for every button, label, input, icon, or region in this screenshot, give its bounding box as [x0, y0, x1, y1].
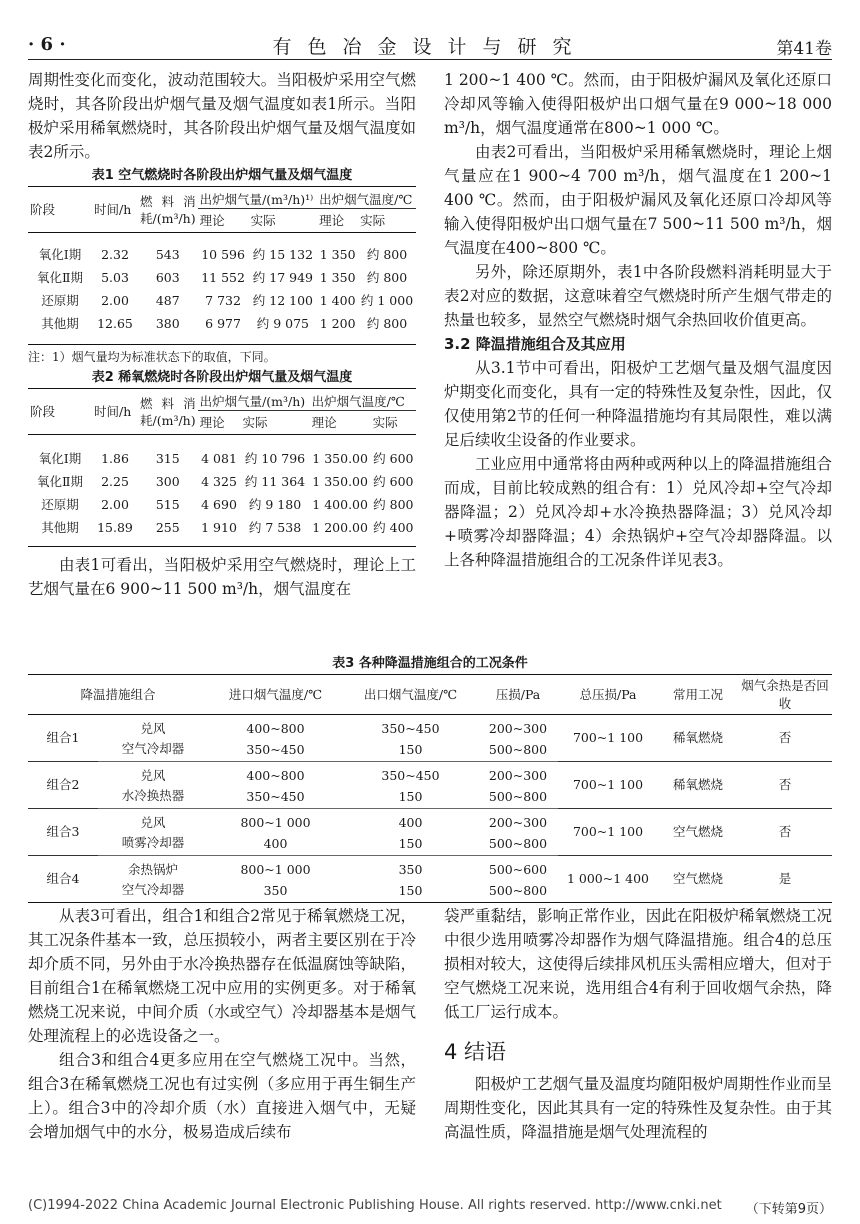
table-cell: 380	[155, 315, 180, 331]
table-cell: 500~800	[488, 883, 548, 898]
table-cell: 约 800	[366, 315, 408, 331]
table-cell: 11 552	[201, 269, 245, 285]
table-cell: 700~1 100	[558, 715, 658, 762]
table1-header-actual: 实际	[250, 213, 276, 228]
table2-header-time: 时间/h	[94, 404, 132, 419]
table2-header-temp: 出炉烟气温度/℃	[310, 389, 416, 411]
paragraph: 从表3可看出，组合1和组合2常见于稀氧燃烧工况，其工况条件基本一致，总压损较小，两者主要区别在于冷却介质不同，另外由于水冷换热器存在低温腐蚀等缺陷，目前组合1在稀氧燃烧工况中应用的实例更多。对于稀氧燃烧工况来说，中间介质（水或空气）冷却器基本是烟气处理流程上的必选设备之一。	[28, 907, 416, 1045]
table-cell	[28, 539, 416, 547]
table-cell: 约 600	[373, 473, 414, 489]
table3-header: 常用工况	[672, 686, 723, 702]
table-cell: 氧化Ⅱ期	[37, 269, 83, 285]
paragraph: 由表1可看出，当阳极炉采用空气燃烧时，理论上工艺烟气量在6 900~11 500 m³/h，烟气温度在	[28, 556, 416, 598]
table-cell: 515	[155, 496, 180, 512]
table-cell	[28, 233, 416, 243]
table-cell: 空气燃烧	[658, 809, 738, 856]
page-footer	[28, 1198, 832, 1217]
table-cell: 约 800	[373, 496, 414, 512]
paragraph: 工业应用中通常将由两种或两种以上的降温措施组合而成，目前比较成熟的组合有：1）兑风冷却+空气冷却器降温；2）兑风冷却+水冷换热器降温；3）兑风冷却+喷雾冷却器降温；4）余热锅炉+空气冷却器降温。以上各种降温措施组合的工况条件详见表3。	[444, 455, 832, 569]
table2	[28, 388, 416, 547]
table-cell: 500~800	[478, 739, 558, 762]
table-cell: 喷雾冷却器	[98, 833, 208, 856]
table-cell: 150	[343, 833, 478, 856]
table3-header: 烟气余热是否回收	[741, 677, 829, 711]
table-row	[28, 516, 416, 539]
paragraph: 1 200~1 400 ℃。然而，由于阳极炉漏风及氧化还原口冷却风等输入使得阳极炉出口烟气量在9 000~18 000 m³/h，烟气温度通常在800~1 000 ℃。	[444, 71, 832, 137]
table3-header: 降温措施组合	[80, 686, 156, 702]
table3-block	[28, 654, 832, 903]
section-4-title: 4 结语	[444, 1040, 507, 1064]
table-cell: 350~450	[208, 786, 343, 809]
table1-header-time: 时间/h	[94, 202, 132, 217]
table-cell: 1 350	[319, 269, 356, 285]
table-cell: 315	[155, 450, 180, 466]
table2-header-fuel: 燃料消耗/(m³/h)	[140, 395, 196, 428]
table2-header-actual: 实际	[242, 415, 268, 430]
table-row	[28, 762, 832, 787]
table-cell: 组合1	[28, 715, 98, 762]
table-cell: 603	[155, 269, 180, 285]
table-cell: 否	[738, 762, 832, 809]
table-cell: 1 200.00	[312, 519, 368, 535]
table-cell: 余热锅炉	[127, 862, 178, 877]
table-cell: 约 11 364	[244, 473, 306, 489]
table-cell	[28, 435, 416, 447]
table-cell: 约 12 100	[252, 292, 313, 308]
section-3-2-title: 3.2 降温措施组合及其应用	[444, 335, 626, 353]
table2-header-gas: 出炉烟气量/(m³/h)	[198, 389, 310, 411]
table-row	[28, 289, 416, 312]
table-cell: 400	[398, 815, 423, 830]
table-cell: 稀氧燃烧	[658, 762, 738, 809]
table1-header-theory: 理论	[199, 213, 225, 228]
table-cell: 氧化Ⅰ期	[38, 450, 82, 466]
table-cell: 150	[398, 883, 423, 898]
table-cell: 350~450	[208, 739, 343, 762]
table-cell: 还原期	[41, 292, 79, 308]
table-cell: 1 350	[319, 246, 356, 262]
table1-caption: 表1 空气燃烧时各阶段出炉烟气量及烟气温度	[91, 168, 353, 183]
table-cell: 约 15 132	[252, 246, 313, 262]
table-cell: 是	[738, 856, 832, 903]
paragraph: 从3.1节中可看出，阳极炉工艺烟气量及烟气温度因炉期变化而变化，具有一定的特殊性及复杂性，因此，仅仅使用第2节的任何一种降温措施均有其局限性，难以满足后续收尘设备的作业要求。	[444, 359, 832, 449]
table-cell: 兑风	[140, 768, 166, 783]
table-cell: 350~450	[381, 721, 440, 736]
table1-header-gas: 出炉烟气量/(m³/h)¹⁾	[198, 187, 318, 209]
table-cell: 水冷换热器	[98, 786, 208, 809]
table2-header-actual: 实际	[372, 415, 398, 430]
table-cell: 6 977	[205, 315, 241, 331]
table-row	[28, 243, 416, 266]
table-row	[28, 715, 832, 740]
table-cell: 1 400.00	[312, 496, 368, 512]
table1-header-stage: 阶段	[30, 202, 56, 217]
table-cell: 1 200	[319, 315, 356, 331]
left-column-bottom	[28, 904, 416, 1144]
table3-header: 进口烟气温度/℃	[228, 686, 323, 702]
table-cell: 组合2	[28, 762, 98, 809]
table-cell: 10 596	[201, 246, 245, 262]
table-row	[28, 266, 416, 289]
table-cell: 兑风	[140, 815, 166, 830]
table-cell: 氧化Ⅱ期	[37, 473, 83, 489]
table-cell: 487	[155, 292, 180, 308]
table-cell: 1 350.00	[312, 473, 368, 489]
table2-header-theory: 理论	[311, 415, 337, 430]
table-cell: 500~800	[478, 833, 558, 856]
table-cell: 800~1 000	[240, 862, 311, 877]
table-cell: 4 081	[201, 450, 237, 466]
table2-caption: 表2 稀氧燃烧时各阶段出炉烟气量及烟气温度	[91, 370, 353, 385]
table3-header: 压损/Pa	[495, 686, 541, 702]
table-row	[28, 809, 832, 834]
table1-note: 注：1）烟气量均为标准状态下的取值，下同。	[28, 350, 276, 364]
table-cell: 12.65	[97, 315, 133, 331]
table-cell: 约 7 538	[248, 519, 302, 535]
table-cell: 1 000~1 400	[558, 856, 658, 903]
table-cell: 1 400	[319, 292, 356, 308]
table-cell: 1.86	[101, 450, 129, 466]
table-cell	[28, 335, 416, 345]
table-cell: 4 325	[201, 473, 237, 489]
table-cell: 2.32	[101, 246, 129, 262]
table-row	[28, 470, 416, 493]
table-row	[28, 493, 416, 516]
table-cell: 500~800	[478, 786, 558, 809]
paragraph: 由表2可看出，当阳极炉采用稀氧燃烧时，理论上烟气量应在1 900~4 700 m³/h，烟气温度在1 200~1 400 ℃。然而，由于阳极炉漏风及氧化还原口冷却风等输入使得阳极炉出口烟气量在7 500~11 500 m³/h，烟气温度在400~800 ℃。	[444, 143, 832, 257]
table2-header-stage: 阶段	[30, 404, 56, 419]
table1-header-theory: 理论	[319, 213, 345, 228]
table-cell: 约 10 796	[244, 450, 306, 466]
left-column-top	[28, 68, 416, 601]
table-cell: 400~800	[246, 721, 305, 736]
table-cell: 700~1 100	[558, 762, 658, 809]
table-cell: 还原期	[41, 496, 79, 512]
table-row	[28, 312, 416, 335]
table-cell: 5.03	[101, 269, 129, 285]
table-cell: 其他期	[41, 315, 79, 331]
table-cell: 兑风	[140, 721, 166, 736]
table-cell: 约 800	[366, 269, 408, 285]
table-cell: 约 17 949	[252, 269, 313, 285]
table1-header-fuel: 燃料消耗/(m³/h)	[140, 193, 196, 226]
table-cell: 2.25	[101, 473, 129, 489]
table-cell: 15.89	[97, 519, 133, 535]
table-cell: 其他期	[41, 519, 79, 535]
table-cell: 约 9 075	[256, 315, 309, 331]
right-column-bottom	[444, 904, 832, 1144]
copyright-notice: (C)1994-2022 China Academic Journal Electronic Publishing House. All rights reserved. http://www.cnki.net	[28, 1198, 722, 1213]
paragraph: 周期性变化而变化，波动范围较大。当阳极炉采用空气燃烧时，其各阶段出炉烟气量及烟气温度如表1所示。当阳极炉采用稀氧燃烧时，其各阶段出炉烟气量及烟气温度如表2所示。	[28, 71, 416, 161]
table-cell: 255	[155, 519, 180, 535]
table-row	[28, 447, 416, 470]
page-number: · 6 ·	[28, 34, 66, 55]
table-cell: 400	[208, 833, 343, 856]
table-cell: 组合3	[28, 809, 98, 856]
table-cell: 200~300	[488, 815, 548, 830]
table-cell: 空气冷却器	[98, 739, 208, 762]
table-cell: 4 690	[201, 496, 237, 512]
table-cell: 700~1 100	[558, 809, 658, 856]
volume-label: 第41卷	[776, 39, 832, 59]
table3	[28, 674, 832, 903]
table-cell: 2.00	[101, 292, 129, 308]
table-cell: 空气冷却器	[121, 882, 185, 897]
table-cell: 组合4	[28, 856, 98, 903]
journal-title: 有色冶金设计与研究	[272, 36, 588, 58]
table-cell: 200~300	[488, 721, 548, 736]
table-cell: 稀氧燃烧	[658, 715, 738, 762]
table-cell: 500~600	[488, 862, 548, 877]
page-header	[28, 30, 832, 60]
table-cell: 约 9 180	[248, 496, 302, 512]
table-cell: 400~800	[246, 768, 305, 783]
table-cell: 800~1 000	[240, 815, 311, 830]
table-cell: 350	[263, 883, 288, 898]
table-cell: 350	[398, 862, 423, 877]
table-cell: 1 350.00	[312, 450, 368, 466]
table3-header: 出口烟气温度/℃	[363, 686, 458, 702]
paragraph: 另外，除还原期外，表1中各阶段燃料消耗明显大于表2对应的数据，这意味着空气燃烧时所产生烟气带走的热量也较多，显然空气燃烧时烟气余热回收价值更高。	[444, 263, 832, 329]
table-cell: 150	[343, 786, 478, 809]
table-cell: 约 1 000	[360, 292, 414, 308]
table-cell: 约 600	[373, 450, 414, 466]
table-cell: 543	[155, 246, 180, 262]
table-row	[28, 856, 832, 881]
table-cell: 350~450	[381, 768, 440, 783]
paragraph: 袋严重黏结，影响正常作业，因此在阳极炉稀氧燃烧工况中很少选用喷雾冷却器作为烟气降温措施。组合4的总压损相对较大，这使得后续排风机压头需相应增大，但对于空气燃烧工况来说，选用组合4有利于回收烟气余热，降低工厂运行成本。	[444, 907, 832, 1021]
table-cell: 空气燃烧	[658, 856, 738, 903]
table-cell: 1 910	[201, 519, 237, 535]
table-cell: 约 800	[366, 246, 408, 262]
table-cell: 2.00	[101, 496, 129, 512]
continued-note: （下转第9页）	[745, 1202, 832, 1217]
table-cell: 否	[738, 715, 832, 762]
right-column-top	[444, 68, 832, 572]
table1	[28, 186, 416, 345]
table-cell: 300	[155, 473, 180, 489]
table-cell: 否	[738, 809, 832, 856]
table1-header-temp: 出炉烟气温度/℃	[317, 187, 416, 209]
table-cell: 150	[343, 739, 478, 762]
table-cell: 7 732	[205, 292, 241, 308]
paragraph: 组合3和组合4更多应用在空气燃烧工况中。当然，组合3在稀氧燃烧工况也有过实例（多应用于再生铜生产上）。组合3中的冷却介质（水）直接进入烟气中，无疑会增加烟气中的水分，极易造成后续布	[28, 1051, 416, 1141]
table2-header-theory: 理论	[199, 415, 225, 430]
table3-caption: 表3 各种降温措施组合的工况条件	[332, 656, 528, 671]
paragraph: 阳极炉工艺烟气量及温度均随阳极炉周期性作业而呈周期性变化，因此其具有一定的特殊性及复杂性。由于其高温性质，降温措施是烟气处理流程的	[444, 1075, 832, 1141]
table-cell: 200~300	[488, 768, 548, 783]
table-cell: 约 400	[373, 519, 414, 535]
table1-header-actual: 实际	[360, 213, 386, 228]
table3-header: 总压损/Pa	[579, 686, 637, 702]
table-cell: 氧化Ⅰ期	[38, 246, 82, 262]
